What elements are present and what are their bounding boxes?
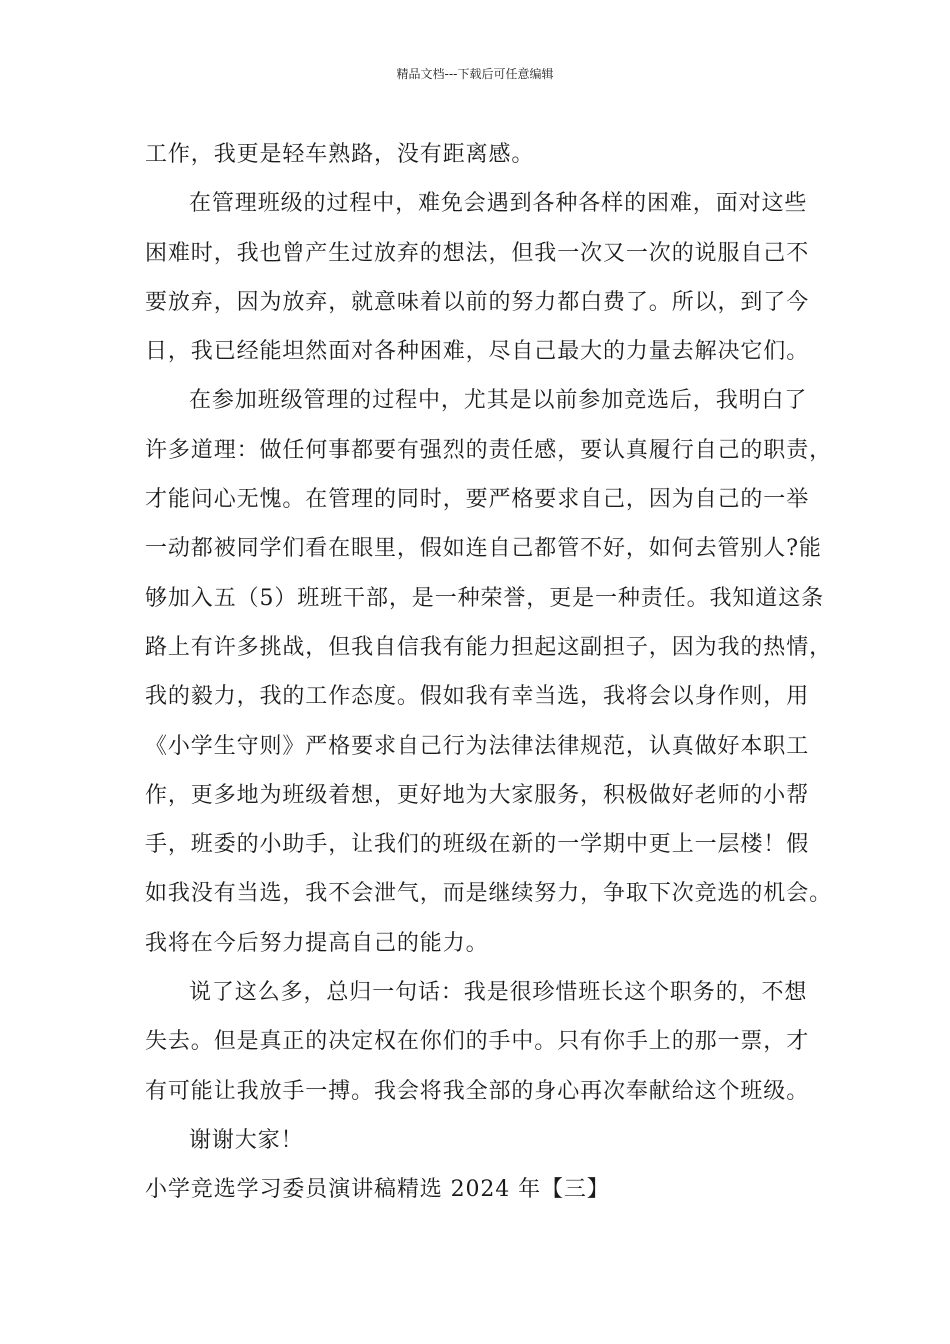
paragraph-line: 够加入五（5）班班干部，是一种荣誉，更是一种责任。我知道这条 xyxy=(145,585,824,611)
paragraph-line: 日，我已经能坦然面对各种困难，尽自己最大的力量去解决它们。 xyxy=(145,339,810,365)
paragraph-line: 要放弃，因为放弃，就意味着以前的努力都白费了。所以，到了今 xyxy=(145,289,810,315)
paragraph-line: 失去。但是真正的决定权在你们的手中。只有你手上的那一票，才 xyxy=(145,1029,810,1055)
paragraph-line: 才能问心无愧。在管理的同时，要严格要求自己，因为自己的一举 xyxy=(145,487,810,513)
paragraph-line: 在管理班级的过程中，难免会遇到各种各样的困难，面对这些 xyxy=(189,191,808,217)
paragraph-line: 有可能让我放手一搏。我会将我全部的身心再次奉献给这个班级。 xyxy=(145,1078,810,1104)
document-body xyxy=(145,130,833,1215)
paragraph-line: 在参加班级管理的过程中，尤其是以前参加竞选后，我明白了 xyxy=(189,388,808,414)
section-heading: 小学竞选学习委员演讲稿精选 2024 年【三】 xyxy=(145,1177,610,1203)
paragraph-line: 路上有许多挑战，但我自信我有能力担起这副担子，因为我的热情， xyxy=(145,634,833,660)
paragraph-line: 《小学生守则》严格要求自己行为法律法律规范，认真做好本职工 xyxy=(145,733,810,759)
paragraph-line: 工作，我更是轻车熟路，没有距离感。 xyxy=(145,142,535,167)
closing-line: 谢谢大家！ xyxy=(189,1127,304,1153)
paragraph-line: 作，更多地为班级着想，更好地为大家服务，积极做好老师的小帮 xyxy=(145,782,810,808)
paragraph-line: 如我没有当选，我不会泄气，而是继续努力，争取下次竞选的机会。 xyxy=(145,881,833,907)
paragraph-line: 手，班委的小助手，让我们的班级在新的一学期中更上一层楼！假 xyxy=(145,832,810,858)
paragraph-line: 许多道理：做任何事都要有强烈的责任感，要认真履行自己的职责， xyxy=(145,437,833,463)
paragraph-line: 说了这么多，总归一句话：我是很珍惜班长这个职务的，不想 xyxy=(189,980,808,1006)
paragraph-line: 一动都被同学们看在眼里，假如连自己都管不好，如何去管别人?能 xyxy=(145,536,822,562)
paragraph-line: 我将在今后努力提高自己的能力。 xyxy=(145,930,489,956)
page-header: 精品文档---下载后可任意编辑 xyxy=(396,67,554,81)
paragraph-line: 我的毅力，我的工作态度。假如我有幸当选，我将会以身作则，用 xyxy=(145,684,810,710)
paragraph-line: 困难时，我也曾产生过放弃的想法，但我一次又一次的说服自己不 xyxy=(145,240,810,266)
